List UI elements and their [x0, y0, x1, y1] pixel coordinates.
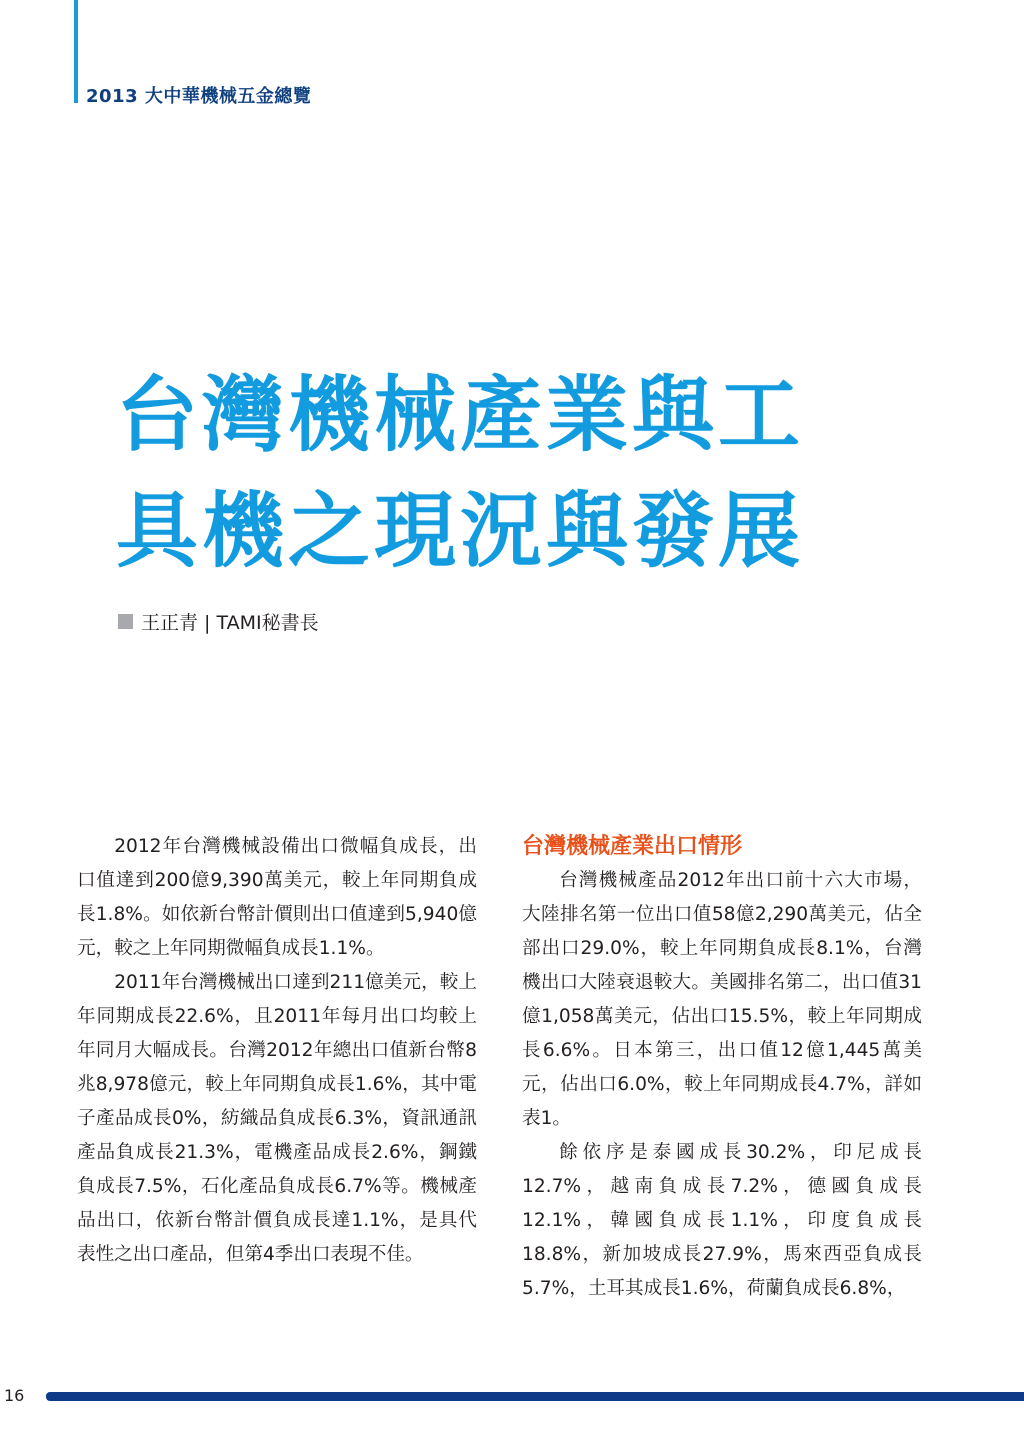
page-number: 16 — [4, 1386, 25, 1405]
right-column — [522, 830, 922, 1306]
left-column — [77, 830, 477, 1272]
body-paragraph: 台灣機械產品2012年出口前十六大市場，大陸排名第一位出口值58億2,290萬美元，佔全部出口29.0%，較上年同期負成長8.1%，台灣機出口大陸衰退較大。美國排名第二，出口值31億1,058萬美元，佔出口15.5%，較上年同期成長6.6%。日本第三，出口值12億1,445萬美元，佔出口6.0%，較上年同期成長4.7%，詳如表1。 — [522, 870, 922, 1129]
footer-rule — [46, 1392, 1024, 1401]
byline-text: 王正青 | TAMI秘書長 — [141, 612, 319, 634]
article-title — [116, 358, 916, 590]
header-accent-rule — [74, 0, 78, 103]
article-title-line-1: 台灣機械產業與工 — [116, 368, 805, 463]
section-heading: 台灣機械產業出口情形 — [522, 834, 743, 859]
body-paragraph: 餘依序是泰國成長30.2%，印尼成長12.7%，越南負成長7.2%，德國負成長12.1%，韓國負成長1.1%，印度負成長18.8%，新加坡成長27.9%，馬來西亞負成長5.7%，土耳其成長1.6%，荷蘭負成長6.8%， — [522, 1142, 922, 1299]
body-paragraph: 2011年台灣機械出口達到211億美元，較上年同期成長22.6%，且2011年每月出口均較上年同月大幅成長。台灣2012年總出口值新台幣8兆8,978億元，較上年同期負成長1.6%，其中電子產品成長0%，紡織品負成長6.3%，資訊通訊產品負成長21.3%，電機產品成長2.6%，鋼鐵負成長7.5%，石化產品負成長6.7%等。機械產品出口，依新台幣計價負成長達1.1%，是具代表性之出口產品，但第4季出口表現不佳。 — [77, 972, 477, 1265]
author-byline — [118, 608, 319, 635]
body-paragraph: 2012年台灣機械設備出口微幅負成長，出口值達到200億9,390萬美元，較上年同期負成長1.8%。如依新台幣計價則出口值達到5,940億元，較之上年同期微幅負成長1.1%。 — [77, 836, 477, 959]
article-title-line-2: 具機之現況與發展 — [116, 484, 805, 579]
running-header: 2013 大中華機械五金總覽 — [86, 86, 312, 107]
byline-square-icon — [118, 614, 133, 629]
